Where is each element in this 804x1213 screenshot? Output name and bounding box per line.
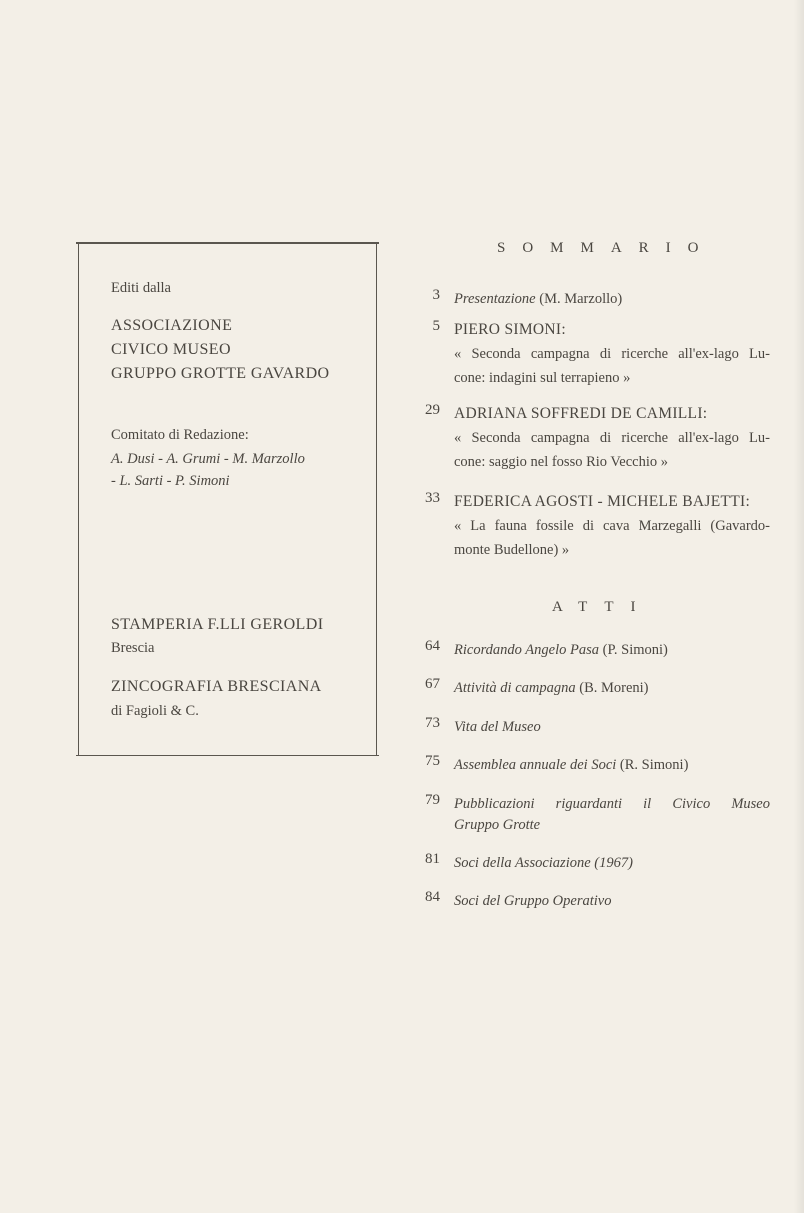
entry-credit: (R. Simoni) [619,757,689,773]
entry-title: Attività di campagna [454,680,576,696]
entry-title-line: « La fauna fossile di cava Marzegalli (Gavardo- [454,518,770,534]
entry-title: Soci del Gruppo Operativo [454,893,612,909]
entry-title: Vita del Museo [454,719,541,735]
page-number: 5 [432,318,440,334]
entry-credit: (P. Simoni) [602,642,668,658]
publisher-line-2: CIVICO MUSEO [111,341,231,358]
printer-name: STAMPERIA F.LLI GEROLDI [111,616,324,633]
page-number: 67 [425,676,440,692]
page-number: 75 [425,753,440,769]
comitato-label: Comitato di Redazione: [111,427,249,443]
zincografia-name: ZINCOGRAFIA BRESCIANA [111,678,322,695]
printer-city: Brescia [111,640,155,656]
entry-title-line: Gruppo Grotte [454,817,541,833]
page-number: 84 [425,889,440,905]
page-number: 3 [432,287,440,303]
entry-title-line: Pubblicazioni riguardanti il Civico Museo [454,796,770,812]
entry-title-line: « Seconda campagna di ricerche all'ex-lago Lu- [454,430,770,446]
entry-title-line: cone: indagini sul terrapieno » [454,370,631,386]
entry-title-line: cone: saggio nel fosso Rio Vecchio » [454,454,668,470]
publisher-line-1: ASSOCIAZIONE [111,317,233,334]
atti-heading: ATTI [552,599,653,615]
page-edge-shadow [794,0,804,1213]
page-number: 33 [425,490,440,506]
entry-title-line: monte Budellone) » [454,542,570,558]
entry-credit: (M. Marzollo) [539,291,623,307]
entry-author: PIERO SIMONI: [454,321,566,338]
entry-credit: (B. Moreni) [579,680,649,696]
publisher-line-3: GRUPPO GROTTE GAVARDO [111,365,330,382]
colophon-box [78,242,377,756]
entry-title: Ricordando Angelo Pasa [454,642,599,658]
zincografia-owner: di Fagioli & C. [111,703,199,719]
sommario-heading: SOMMARIO [497,240,716,256]
page-number: 29 [425,402,440,418]
entry-title-line: « Seconda campagna di ricerche all'ex-lago Lu- [454,346,770,362]
page-number: 79 [425,792,440,808]
entry-author: FEDERICA AGOSTI - MICHELE BAJETTI: [454,493,751,510]
entry-title: Presentazione [454,291,536,307]
entry-title: Soci della Associazione (1967) [454,855,633,871]
page-number: 64 [425,638,440,654]
entry-title: Assemblea annuale dei Soci [454,757,617,773]
page-number: 73 [425,715,440,731]
page-number: 81 [425,851,440,867]
comitato-names-2: - L. Sarti - P. Simoni [111,473,230,489]
comitato-names-1: A. Dusi - A. Grumi - M. Marzollo [111,451,305,467]
editi-label: Editi dalla [111,280,171,296]
entry-author: ADRIANA SOFFREDI DE CAMILLI: [454,405,708,422]
